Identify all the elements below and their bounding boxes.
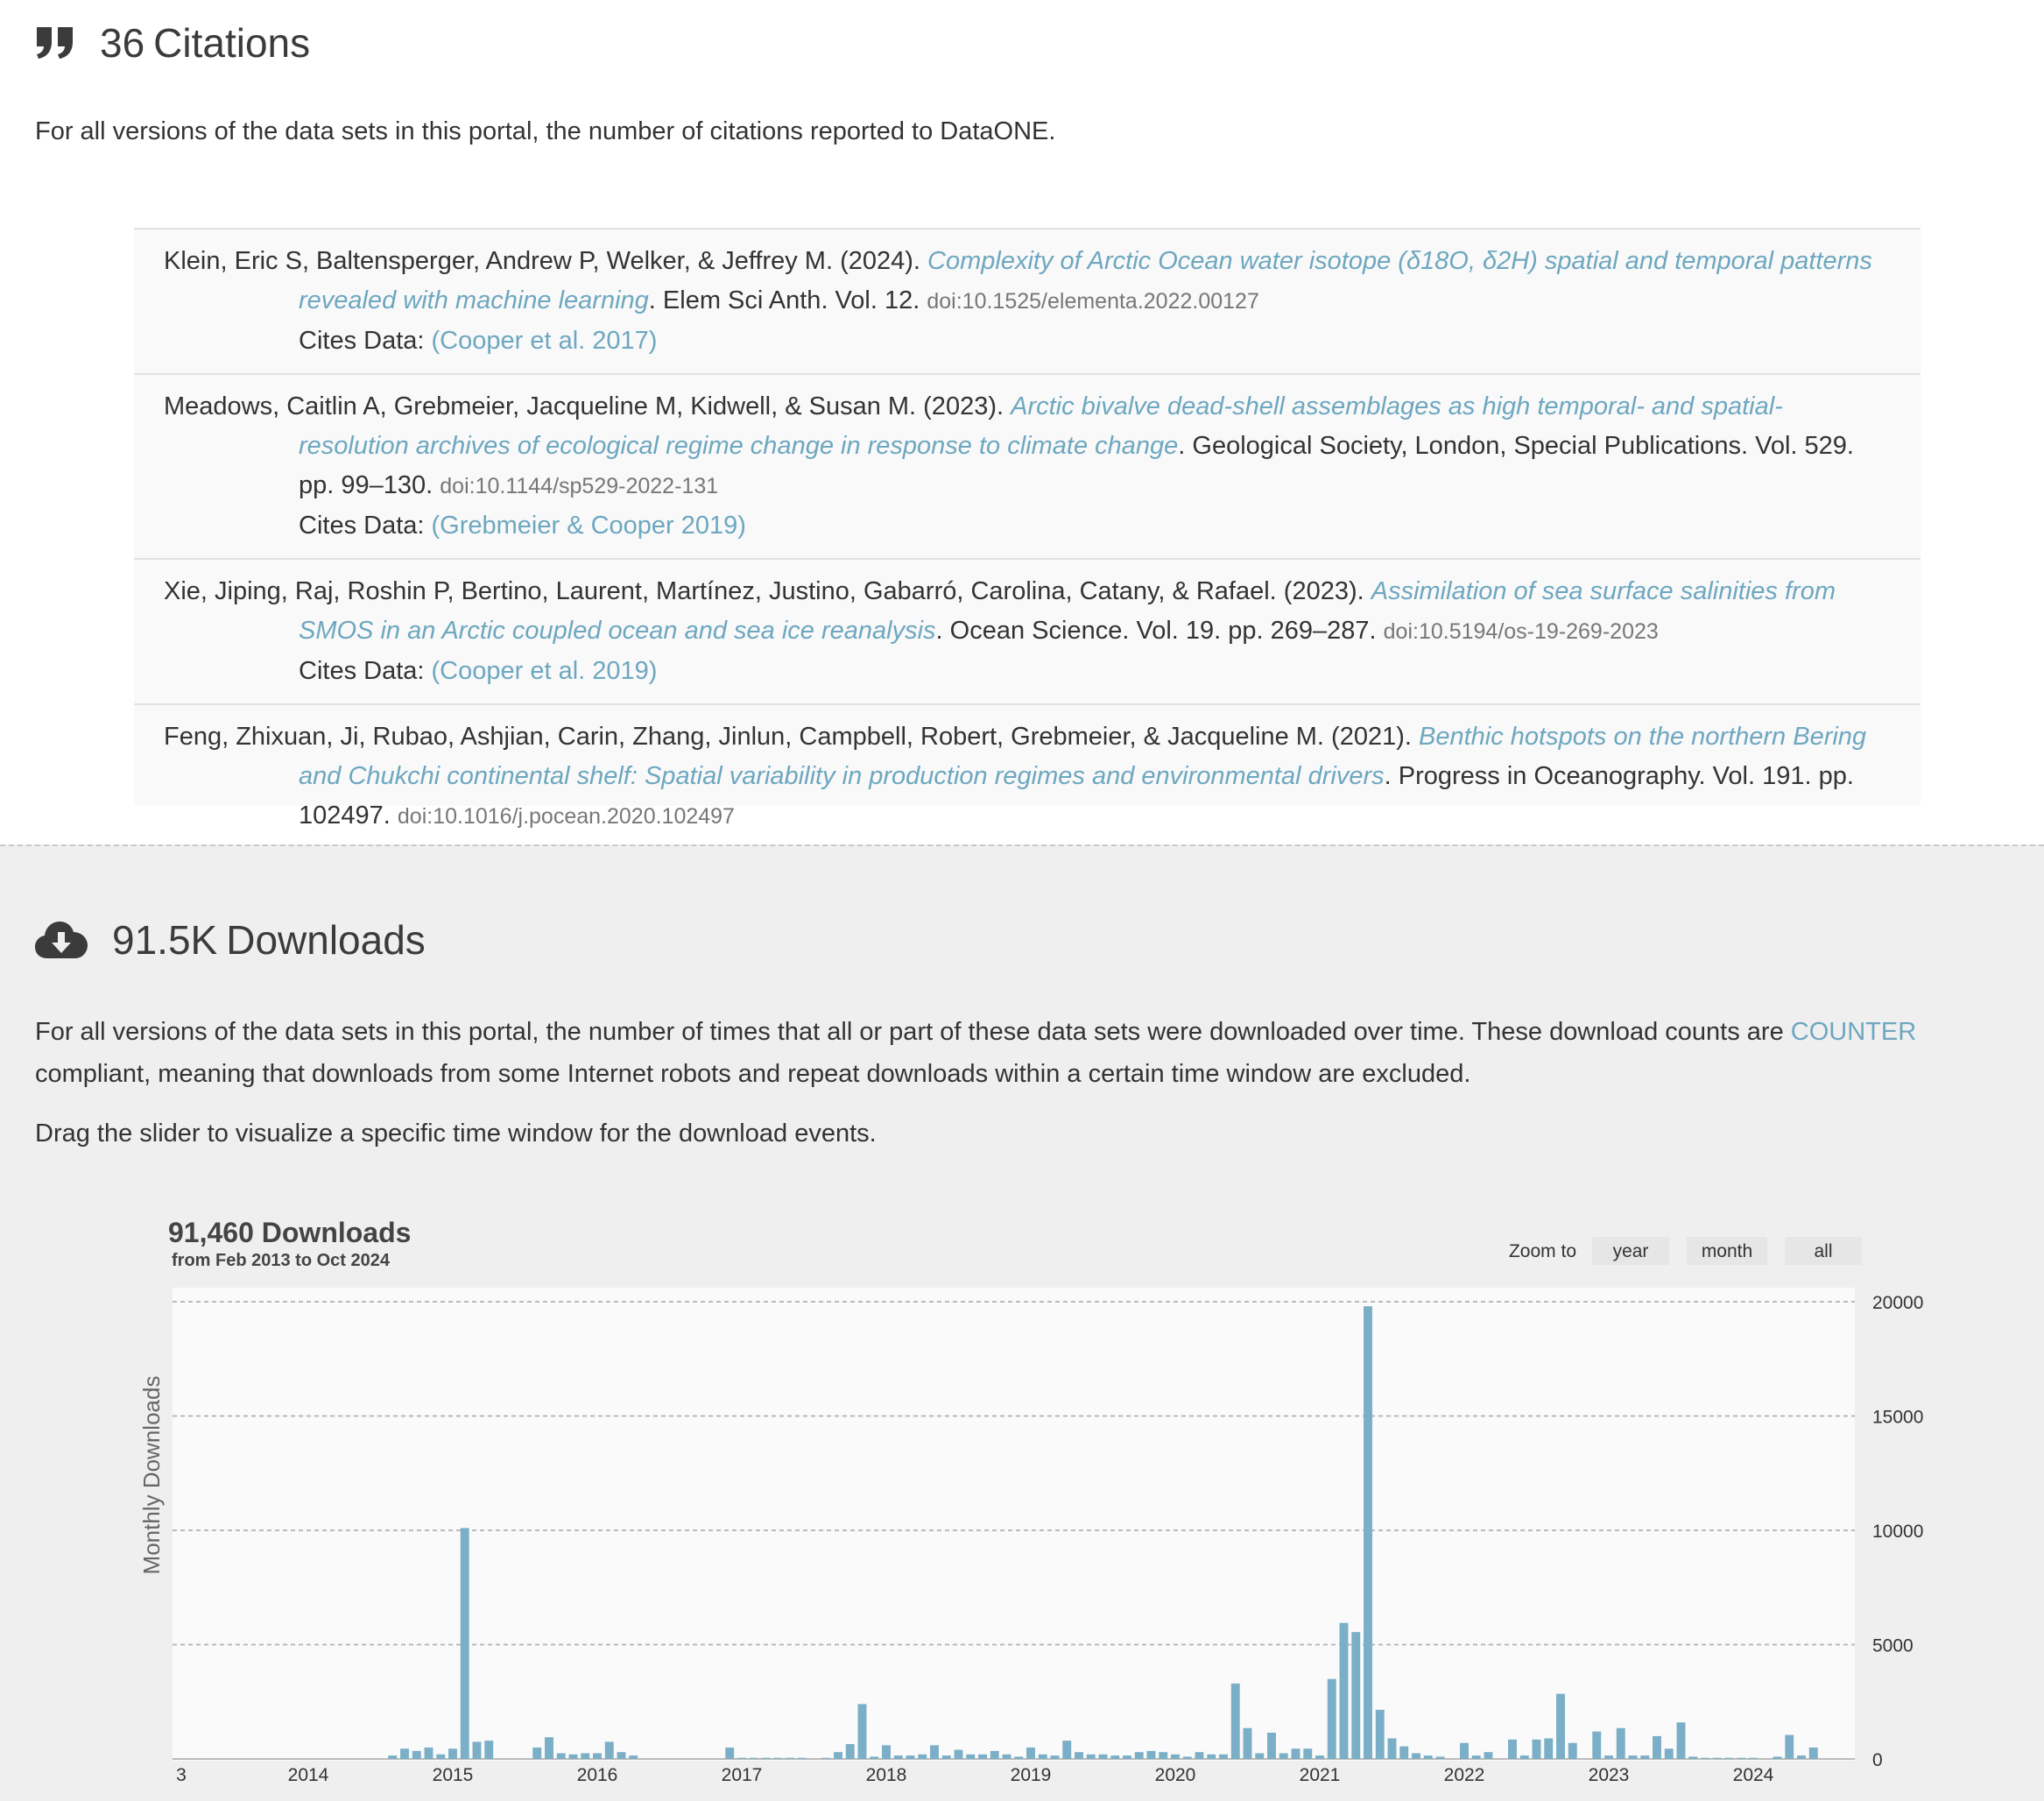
- bar-2020-06[interactable]: [1231, 1684, 1240, 1759]
- citations-label: Citations: [153, 20, 311, 66]
- citation-reference: [164, 242, 1891, 321]
- bar-2020-08[interactable]: [1255, 1753, 1264, 1759]
- plot-background: [173, 1288, 1855, 1761]
- x-tick-label: 2021: [1299, 1765, 1341, 1785]
- quote-icon: [35, 25, 75, 60]
- x-tick-label: 2024: [1732, 1765, 1774, 1785]
- citation-list: [134, 228, 1921, 830]
- counter-link[interactable]: COUNTER: [1790, 1018, 1917, 1046]
- citations-description: For all versions of the data sets in this portal, the number of citations reported to DataONE.: [35, 117, 1056, 145]
- bar-2017-06[interactable]: [798, 1758, 807, 1759]
- bar-2014-09[interactable]: [400, 1748, 409, 1759]
- bar-2018-12[interactable]: [1014, 1756, 1023, 1759]
- bar-2018-06[interactable]: [942, 1755, 951, 1759]
- bar-2020-10[interactable]: [1279, 1753, 1288, 1759]
- bar-2020-01[interactable]: [1171, 1755, 1180, 1759]
- bar-2023-01[interactable]: [1604, 1755, 1613, 1759]
- citations-section: [0, 0, 2044, 844]
- zoom-month-label: month: [1701, 1241, 1753, 1261]
- bar-2015-11[interactable]: [569, 1755, 578, 1759]
- citation-item: [134, 230, 1921, 375]
- bar-2022-05[interactable]: [1508, 1740, 1517, 1759]
- bar-2014-11[interactable]: [425, 1748, 433, 1759]
- bar-2019-07[interactable]: [1099, 1755, 1108, 1759]
- downloads-section: [0, 844, 2044, 1801]
- bar-2021-08[interactable]: [1399, 1747, 1408, 1759]
- bar-2017-01[interactable]: [737, 1758, 746, 1759]
- bar-2015-01[interactable]: [448, 1748, 457, 1759]
- bar-2016-04[interactable]: [629, 1755, 638, 1759]
- bar-2018-02[interactable]: [894, 1755, 903, 1759]
- bar-2023-08[interactable]: [1688, 1756, 1697, 1759]
- bar-2023-10[interactable]: [1713, 1758, 1722, 1759]
- bar-2015-12[interactable]: [581, 1753, 589, 1759]
- bar-2017-09[interactable]: [834, 1752, 842, 1759]
- bar-2017-04[interactable]: [773, 1758, 782, 1759]
- citation-title-link[interactable]: Complexity of Arctic Ocean water isotope (δ18O, δ2H) spatial and temporal patterns revealed with machine learning: [299, 247, 1872, 314]
- downloads-chart: [0, 846, 2044, 1801]
- bar-2019-02[interactable]: [1039, 1755, 1047, 1759]
- citation-title-link[interactable]: Benthic hotspots on the northern Bering and Chukchi continental shelf: Spatial variability in production regimes and environmental drivers: [299, 723, 1867, 790]
- citation-doi: doi:10.1016/j.pocean.2020.102497: [397, 804, 735, 829]
- bar-2020-04[interactable]: [1207, 1755, 1216, 1759]
- bar-2023-12[interactable]: [1737, 1758, 1745, 1759]
- bar-2019-08[interactable]: [1110, 1755, 1119, 1759]
- x-tick-label: 2017: [721, 1765, 763, 1785]
- bar-2022-09[interactable]: [1556, 1694, 1565, 1759]
- chart-subtitle: from Feb 2013 to Oct 2024: [172, 1251, 390, 1270]
- bar-2022-01[interactable]: [1460, 1743, 1469, 1759]
- bar-2016-12[interactable]: [725, 1748, 734, 1759]
- bar-2021-06[interactable]: [1376, 1710, 1385, 1759]
- bar-2016-01[interactable]: [593, 1753, 602, 1759]
- bar-2021-10[interactable]: [1424, 1755, 1433, 1759]
- bar-2020-05[interactable]: [1219, 1755, 1228, 1759]
- bar-2017-03[interactable]: [762, 1758, 771, 1759]
- bar-2022-02[interactable]: [1472, 1755, 1481, 1759]
- downloads-count: 91.5K: [112, 917, 218, 963]
- zoom-all-button[interactable]: [1785, 1237, 1862, 1265]
- bar-2022-08[interactable]: [1544, 1739, 1553, 1759]
- bar-2017-08[interactable]: [821, 1758, 830, 1759]
- bar-2022-12[interactable]: [1592, 1732, 1601, 1759]
- bar-2016-02[interactable]: [605, 1741, 614, 1759]
- bar-2015-10[interactable]: [557, 1753, 566, 1759]
- bar-2014-12[interactable]: [436, 1755, 445, 1759]
- cites-data-link[interactable]: (Cooper et al. 2019): [431, 657, 658, 685]
- citation-journal: . Ocean Science. Vol. 19. pp. 269–287.: [935, 617, 1384, 645]
- bar-2022-10[interactable]: [1568, 1743, 1577, 1759]
- bar-2021-01[interactable]: [1315, 1755, 1324, 1759]
- bar-2023-11[interactable]: [1725, 1758, 1734, 1759]
- bar-2023-02[interactable]: [1617, 1728, 1625, 1759]
- y-tick-label: 20000: [1872, 1293, 1924, 1313]
- bar-2023-03[interactable]: [1629, 1755, 1638, 1759]
- bar-2023-07[interactable]: [1677, 1722, 1686, 1759]
- bar-2018-10[interactable]: [990, 1751, 999, 1759]
- bar-2017-12[interactable]: [870, 1756, 878, 1759]
- bar-2017-02[interactable]: [750, 1758, 758, 1759]
- bar-2015-08[interactable]: [532, 1748, 541, 1759]
- cites-data-label: Cites Data:: [299, 327, 432, 355]
- bar-2017-10[interactable]: [846, 1744, 855, 1759]
- bar-2018-09[interactable]: [978, 1755, 987, 1759]
- cites-data-label: Cites Data:: [299, 512, 432, 540]
- citation-reference: [164, 717, 1891, 837]
- bar-2019-05[interactable]: [1075, 1752, 1083, 1759]
- citation-cites-data: [164, 652, 1891, 691]
- cites-data-link[interactable]: (Grebmeier & Cooper 2019): [431, 512, 746, 540]
- y-axis-label: Monthly Downloads: [138, 1375, 165, 1575]
- bar-2018-05[interactable]: [930, 1745, 939, 1759]
- bar-2023-06[interactable]: [1665, 1748, 1674, 1759]
- x-tick-label: 2020: [1154, 1765, 1196, 1785]
- bar-2021-02[interactable]: [1328, 1679, 1336, 1759]
- bar-2019-01[interactable]: [1026, 1748, 1035, 1759]
- bar-2020-02[interactable]: [1183, 1756, 1192, 1759]
- citation-authors: Klein, Eric S, Baltensperger, Andrew P, Welker, & Jeffrey M. (2024).: [164, 247, 928, 275]
- bar-2017-05[interactable]: [786, 1758, 794, 1759]
- bar-2023-05[interactable]: [1653, 1736, 1661, 1759]
- bar-2019-11[interactable]: [1147, 1751, 1156, 1759]
- zoom-month-button[interactable]: [1687, 1237, 1767, 1265]
- x-tick-label: 2018: [865, 1765, 907, 1785]
- citations-count: 36: [100, 20, 145, 66]
- cites-data-link[interactable]: (Cooper et al. 2017): [431, 327, 658, 355]
- bar-2019-06[interactable]: [1087, 1755, 1096, 1759]
- x-tick-label: 2014: [287, 1765, 329, 1785]
- x-tick-label: 3: [176, 1765, 187, 1785]
- bar-2014-08[interactable]: [388, 1755, 397, 1759]
- bar-2023-04[interactable]: [1640, 1755, 1649, 1759]
- citation-authors: Meadows, Caitlin A, Grebmeier, Jacqueline M, Kidwell, & Susan M. (2023).: [164, 392, 1011, 420]
- citation-item: [134, 560, 1921, 705]
- bar-2015-03[interactable]: [473, 1741, 482, 1759]
- bar-2018-11[interactable]: [1003, 1755, 1011, 1759]
- bar-2016-03[interactable]: [617, 1752, 626, 1759]
- zoom-controls: [1592, 1237, 1862, 1265]
- citation-cites-data: [164, 321, 1891, 361]
- bar-2020-03[interactable]: [1195, 1752, 1204, 1759]
- x-tick-label: 2023: [1588, 1765, 1630, 1785]
- bar-2015-09[interactable]: [545, 1737, 553, 1759]
- downloads-description-text-end: compliant, meaning that downloads from some Internet robots and repeat downloads within a certain time window are excluded.: [35, 1060, 1471, 1088]
- bar-2020-12[interactable]: [1303, 1748, 1312, 1759]
- x-tick-label: 2015: [432, 1765, 474, 1785]
- citation-reference: [164, 572, 1891, 652]
- citation-item: [134, 705, 1921, 851]
- bar-2022-03[interactable]: [1484, 1752, 1493, 1759]
- citation-authors: Xie, Jiping, Raj, Roshin P, Bertino, Laurent, Martínez, Justino, Gabarró, Carolina, Catany, & Rafael. (2023).: [164, 577, 1371, 605]
- y-tick-label: 5000: [1872, 1635, 1914, 1656]
- chart-grid: [173, 1288, 1855, 1761]
- bar-2022-07[interactable]: [1533, 1740, 1541, 1759]
- bar-2020-11[interactable]: [1292, 1748, 1300, 1759]
- bar-2021-07[interactable]: [1388, 1739, 1397, 1759]
- zoom-label: Zoom to: [1508, 1241, 1576, 1261]
- y-tick-label: 0: [1872, 1750, 1883, 1770]
- y-tick-label: 15000: [1872, 1407, 1924, 1428]
- zoom-all-label: all: [1814, 1241, 1833, 1261]
- citation-journal: . Geological Society, London, Special Publications. Vol. 529. pp. 99–130.: [299, 432, 1854, 499]
- bar-2019-09[interactable]: [1123, 1755, 1131, 1759]
- bar-2021-04[interactable]: [1351, 1632, 1360, 1759]
- bar-2023-09[interactable]: [1701, 1758, 1709, 1759]
- bar-2019-03[interactable]: [1051, 1755, 1060, 1759]
- bar-2021-09[interactable]: [1412, 1753, 1420, 1759]
- bar-2017-11[interactable]: [858, 1704, 867, 1759]
- x-tick-label: 2019: [1010, 1765, 1052, 1785]
- downloads-description-text: For all versions of the data sets in this portal, the number of times that all or part of these data sets were downloaded over time. These download counts are: [35, 1018, 1791, 1046]
- citation-journal: . Progress in Oceanography. Vol. 191. pp. 102497.: [299, 762, 1854, 830]
- x-tick-label: 2016: [576, 1765, 618, 1785]
- bar-2018-01[interactable]: [882, 1745, 891, 1759]
- chart-title: 91,460 Downloads: [168, 1217, 412, 1248]
- citation-doi: doi:10.1144/sp529-2022-131: [440, 474, 719, 498]
- cites-data-label: Cites Data:: [299, 657, 432, 685]
- citation-cites-data: [164, 506, 1891, 546]
- citations-header: [35, 19, 310, 67]
- bar-2020-07[interactable]: [1244, 1728, 1252, 1759]
- x-tick-label: 2022: [1443, 1765, 1485, 1785]
- citation-doi: doi:10.1525/elementa.2022.00127: [927, 289, 1259, 314]
- bar-2018-07[interactable]: [955, 1750, 963, 1759]
- citation-title-link[interactable]: Arctic bivalve dead-shell assemblages as high temporal- and spatial-resolution archives of ecological regime change in response to climate change: [299, 392, 1783, 460]
- downloads-label: Downloads: [226, 917, 426, 963]
- bar-2024-01[interactable]: [1749, 1758, 1758, 1759]
- bar-2015-04[interactable]: [484, 1741, 493, 1759]
- y-tick-label: 10000: [1872, 1522, 1924, 1542]
- bar-2020-09[interactable]: [1267, 1733, 1276, 1759]
- bar-2019-04[interactable]: [1062, 1741, 1071, 1759]
- citations-title: [100, 19, 310, 67]
- bar-2021-05[interactable]: [1364, 1306, 1372, 1759]
- bar-2019-10[interactable]: [1135, 1752, 1144, 1759]
- bar-2018-04[interactable]: [918, 1755, 927, 1759]
- bar-2014-10[interactable]: [412, 1751, 421, 1759]
- zoom-year-label: year: [1612, 1241, 1649, 1261]
- bar-2024-03[interactable]: [1773, 1756, 1782, 1759]
- citation-authors: Feng, Zhixuan, Ji, Rubao, Ashjian, Carin, Zhang, Jinlun, Campbell, Robert, Grebmeier, & Jacqueline M. (2021).: [164, 723, 1419, 751]
- bar-2022-06[interactable]: [1520, 1755, 1529, 1759]
- bar-2021-11[interactable]: [1436, 1756, 1445, 1759]
- citation-title-link[interactable]: Assimilation of sea surface salinities from SMOS in an Arctic coupled ocean and sea ice reanalysis: [299, 577, 1836, 645]
- bar-2024-06[interactable]: [1809, 1748, 1818, 1759]
- citation-journal: . Elem Sci Anth. Vol. 12.: [648, 286, 927, 314]
- bar-2018-03[interactable]: [906, 1755, 915, 1759]
- bar-2019-12[interactable]: [1159, 1752, 1167, 1759]
- bar-2021-03[interactable]: [1340, 1623, 1349, 1759]
- bar-2024-05[interactable]: [1797, 1755, 1806, 1759]
- slider-hint: Drag the slider to visualize a specific time window for the download events.: [35, 1119, 877, 1148]
- citation-doi: doi:10.5194/os-19-269-2023: [1383, 619, 1659, 644]
- bar-2018-08[interactable]: [966, 1755, 975, 1759]
- citation-reference: [164, 387, 1891, 506]
- bar-2015-02[interactable]: [461, 1528, 469, 1759]
- citation-item: [134, 375, 1921, 560]
- bar-2024-04[interactable]: [1785, 1735, 1794, 1759]
- zoom-year-button[interactable]: [1592, 1237, 1669, 1265]
